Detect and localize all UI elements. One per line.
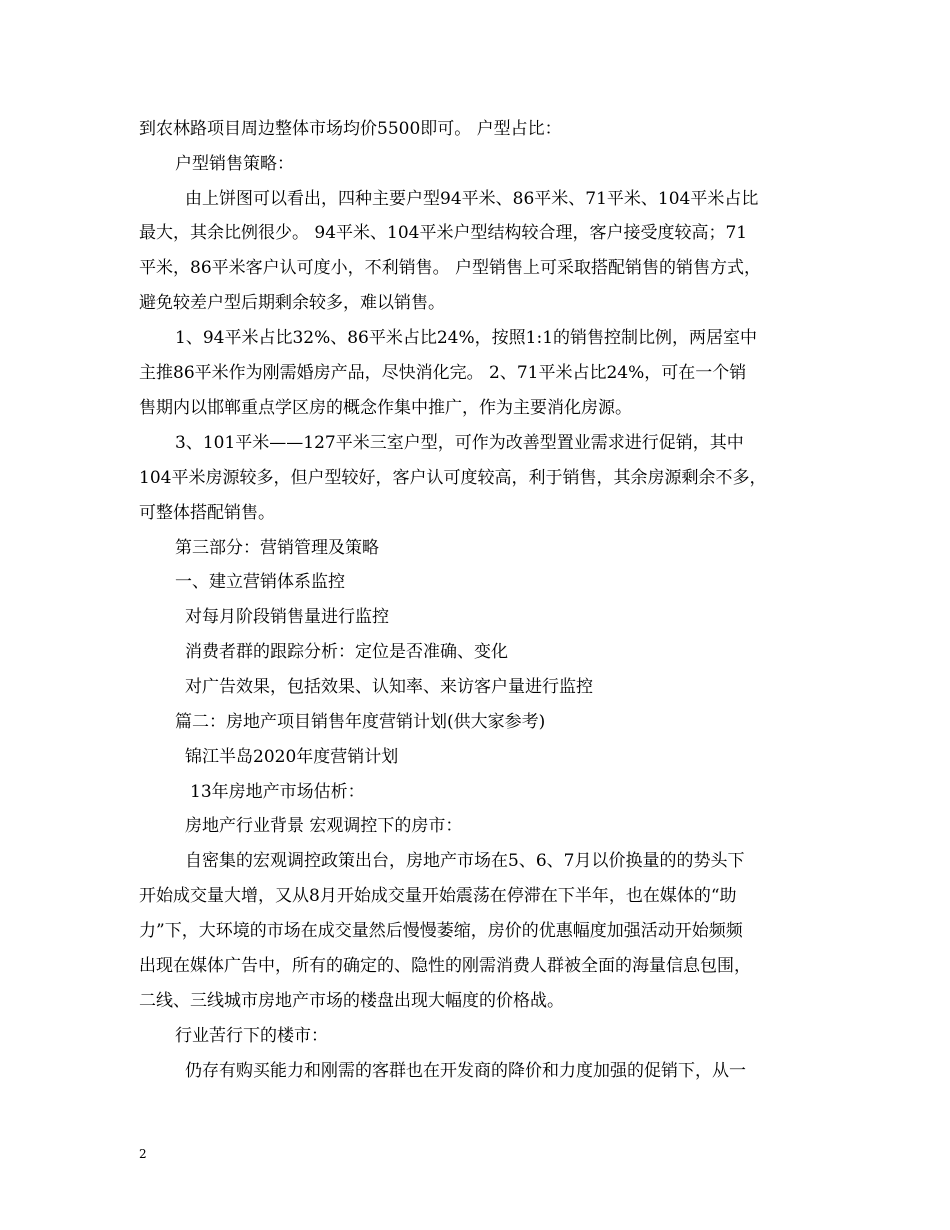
page-number: 2 [139, 1147, 147, 1161]
text-line: 13年房地产市场估析： [190, 782, 365, 802]
text-line: 消费者群的跟踪分析：定位是否准确、变化 [185, 642, 508, 662]
text-line: 平米，86平米客户认可度小，不利销售。 户型销售上可采取搭配销售的销售方式， [139, 258, 762, 278]
text-line: 力”下，大环境的市场在成交量然后慢慢萎缩，房价的优惠幅度加强活动开始频频 [139, 921, 743, 941]
text-line: 房地产行业背景 宏观调控下的房市： [185, 816, 463, 836]
text-line: 对广告效果，包括效果、认知率、来访客户量进行监控 [185, 677, 593, 697]
section-heading: 篇二：房地产项目销售年度营销计划(供大家参考) [175, 712, 546, 732]
text-line: 开始成交量大增，又从8月开始成交量开始震荡在停滞在下半年，也在媒体的“助 [139, 886, 737, 906]
text-line: 锦江半岛2020年度营销计划 [185, 747, 399, 767]
text-line: 对每月阶段销售量进行监控 [185, 607, 389, 627]
text-line: 1、94平米占比32%、86平米占比24%，按照1:1的销售控制比例，两居室中 [175, 328, 758, 348]
text-line: 最大，其余比例很少。 94平米、104平米户型结构较合理，客户接受度较高；71 [139, 223, 748, 243]
text-line: 二线、三线城市房地产市场的楼盘出现大幅度的价格战。 [139, 991, 564, 1011]
text-line: 可整体搭配销售。 [139, 503, 275, 523]
text-line: 避免较差户型后期剩余较多，难以销售。 [139, 293, 445, 313]
text-line: 3、101平米——127平米三室户型，可作为改善型置业需求进行促销，其中 [175, 433, 744, 453]
text-line: 主推86平米作为刚需婚房产品，尽快消化完。 2、71平米占比24%，可在一个销 [139, 363, 747, 383]
text-line: 仍存有购买能力和刚需的客群也在开发商的降价和力度加强的促销下，从一 [185, 1061, 746, 1081]
section-heading: 第三部分：营销管理及策略 [175, 538, 379, 558]
text-line: 售期内以邯郸重点学区房的概念作集中推广，作为主要消化房源。 [139, 398, 632, 418]
text-line: 一、建立营销体系监控 [175, 572, 345, 592]
text-line: 自密集的宏观调控政策出台，房地产市场在5、6、7月以价换量的的势头下 [185, 851, 745, 871]
text-line: 户型销售策略： [175, 154, 294, 174]
text-line: 行业苦行下的楼市： [175, 1026, 328, 1046]
text-line: 出现在媒体广告中，所有的确定的、隐性的刚需消费人群被全面的海量信息包围， [139, 956, 751, 976]
text-line: 104平米房源较多，但户型较好，客户认可度较高，利于销售，其余房源剩余不多， [139, 468, 767, 488]
text-line: 到农林路项目周边整体市场均价5500即可。 户型占比： [139, 119, 562, 139]
text-line: 由上饼图可以看出，四种主要户型94平米、86平米、71平米、104平米占比 [185, 189, 759, 209]
